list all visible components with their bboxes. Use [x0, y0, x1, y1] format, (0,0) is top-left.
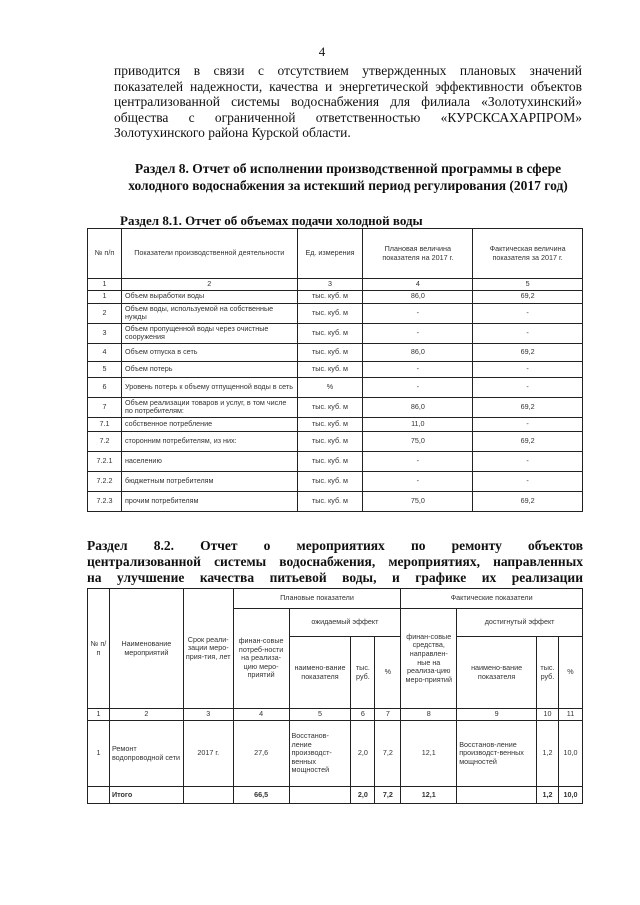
row-number: 1: [88, 290, 122, 303]
plan-effect-pct: 7,2: [375, 721, 401, 787]
unit: тыс. куб. м: [297, 361, 363, 377]
indicator-name: населению: [121, 451, 297, 471]
indicator-name: Объем реализации товаров и услуг, в том числе по потребителям:: [121, 397, 297, 417]
column-number: 4: [363, 279, 473, 291]
fact-value: 69,2: [473, 397, 583, 417]
column-number-row: [88, 279, 583, 291]
unit: тыс. куб. м: [297, 491, 363, 511]
plan-value: -: [363, 361, 473, 377]
table-header-row: [88, 229, 583, 279]
intro-line: централизованной системы водоснабжения для филиала «Золотухинский»: [114, 94, 582, 109]
column-number: 3: [297, 279, 363, 291]
header-cell: Плановая величина показателя на 2017 г.: [363, 229, 473, 279]
measure-term: 2017 г.: [183, 721, 233, 787]
header-cell: тыс. руб.: [536, 637, 558, 709]
section-8-1-heading: Раздел 8.1. Отчет об объемах подачи холодной воды: [120, 213, 423, 228]
indicator-name: собственное потребление: [121, 417, 297, 431]
row-number: 7.2.3: [88, 491, 122, 511]
plan-value: -: [363, 323, 473, 343]
plan-effect-rub: 2,0: [351, 721, 375, 787]
fact-indicator-name: Восстанов-ление производст-венных мощностей: [457, 721, 537, 787]
column-number: 6: [351, 709, 375, 721]
table-row: [88, 397, 583, 417]
column-number: 9: [457, 709, 537, 721]
header-cell: финан-совые средства, направлен-ные на реализа-цию меро-приятий: [401, 609, 457, 709]
unit: тыс. куб. м: [297, 323, 363, 343]
header-cell: %: [375, 637, 401, 709]
header-cell: тыс. руб.: [351, 637, 375, 709]
fact-value: -: [473, 451, 583, 471]
indicator-name: Объем потерь: [121, 361, 297, 377]
table-row: [88, 343, 583, 361]
column-number: 4: [233, 709, 289, 721]
unit: тыс. куб. м: [297, 290, 363, 303]
fact-value: 69,2: [473, 343, 583, 361]
water-supply-volumes-table: [87, 228, 583, 512]
column-number: 3: [183, 709, 233, 721]
page-number: 4: [318, 44, 326, 59]
fact-value: -: [473, 471, 583, 491]
indicator-name: Объем отпуска в сеть: [121, 343, 297, 361]
row-number: 7.2.1: [88, 451, 122, 471]
column-number: 1: [88, 709, 110, 721]
plan-value: 86,0: [363, 397, 473, 417]
intro-line: общества с ограниченной ответственностью «КУРСКСАХАРПРОМ»: [114, 109, 582, 125]
fact-value: -: [473, 361, 583, 377]
heading-line: Раздел 8.2. Отчет о мероприятиях по ремонту объектов: [87, 538, 583, 553]
table-row: [88, 417, 583, 431]
table-row: [88, 721, 583, 787]
row-number: 4: [88, 343, 122, 361]
indicator-name: бюджетным потребителям: [121, 471, 297, 491]
row-number: 2: [88, 303, 122, 323]
plan-value: -: [363, 471, 473, 491]
total-label: Итого: [109, 787, 183, 804]
section-8-heading: Раздел 8. Отчет об исполнении производственной программы в сфере холодного водоснабжения за истекший период регулирования (2017 год): [128, 161, 568, 193]
intro-line: Золотухинского района Курской области.: [114, 125, 351, 140]
total-fact-rub: 1,2: [536, 787, 558, 804]
indicator-name: прочим потребителям: [121, 491, 297, 511]
fact-value: -: [473, 417, 583, 431]
column-number: 5: [473, 279, 583, 291]
total-fact-financing: 12,1: [401, 787, 457, 804]
fact-effect-rub: 1,2: [536, 721, 558, 787]
row-number: 7: [88, 397, 122, 417]
table-row: [88, 491, 583, 511]
header-cell: Фактическая величина показателя за 2017 г.: [473, 229, 583, 279]
column-number: 1: [88, 279, 122, 291]
row-number: 5: [88, 361, 122, 377]
table-row: [88, 431, 583, 451]
heading-line: на улучшение качества питьевой воды, и графике их реализации: [87, 570, 583, 585]
header-cell: № п/п: [88, 589, 110, 709]
intro-line: показателей надежности, качества и энергетической эффективности объектов: [114, 78, 582, 94]
total-row: [88, 787, 583, 804]
table-row: [88, 471, 583, 491]
repair-measures-table: [87, 588, 583, 804]
row-number: 1: [88, 721, 110, 787]
unit: тыс. куб. м: [297, 303, 363, 323]
header-cell: финан-совые потреб-ности на реализа-цию меро-приятий: [233, 609, 289, 709]
indicator-name: Объем выработки воды: [121, 290, 297, 303]
header-cell: ожидаемый эффект: [289, 609, 401, 637]
empty-cell: [289, 787, 351, 804]
plan-value: -: [363, 451, 473, 471]
intro-paragraph: [114, 63, 582, 141]
header-cell: наимено-вание показателя: [457, 637, 537, 709]
empty-cell: [457, 787, 537, 804]
total-plan-financing: 66,5: [233, 787, 289, 804]
plan-indicator-name: Восстанов-ление производст-венных мощностей: [289, 721, 351, 787]
header-cell: наимено-вание показателя: [289, 637, 351, 709]
column-number: 10: [536, 709, 558, 721]
intro-line: приводится в связи с отсутствием утвержденных плановых значений: [114, 63, 582, 78]
unit: тыс. куб. м: [297, 417, 363, 431]
indicator-name: Объем воды, используемой на собственные нужды: [121, 303, 297, 323]
plan-financing: 27,6: [233, 721, 289, 787]
fact-value: -: [473, 303, 583, 323]
table-row: [88, 323, 583, 343]
measure-name: Ремонт водопроводной сети: [109, 721, 183, 787]
unit: тыс. куб. м: [297, 431, 363, 451]
row-number: 7.2.2: [88, 471, 122, 491]
total-fact-pct: 10,0: [558, 787, 582, 804]
indicator-name: Уровень потерь к объему отпущенной воды в сеть: [121, 377, 297, 397]
fact-value: -: [473, 323, 583, 343]
column-number: 11: [558, 709, 582, 721]
header-cell: Плановые показатели: [233, 589, 401, 609]
row-number: 6: [88, 377, 122, 397]
fact-effect-pct: 10,0: [558, 721, 582, 787]
fact-value: 69,2: [473, 431, 583, 451]
fact-value: 69,2: [473, 290, 583, 303]
header-cell: Наименование мероприятий: [109, 589, 183, 709]
unit: тыс. куб. м: [297, 397, 363, 417]
row-number: 7.2: [88, 431, 122, 451]
plan-value: 75,0: [363, 491, 473, 511]
empty-cell: [183, 787, 233, 804]
unit: тыс. куб. м: [297, 451, 363, 471]
total-plan-rub: 2,0: [351, 787, 375, 804]
column-number: 5: [289, 709, 351, 721]
header-cell: достигнутый эффект: [457, 609, 583, 637]
column-number: 7: [375, 709, 401, 721]
row-number: 7.1: [88, 417, 122, 431]
table-row: [88, 303, 583, 323]
column-number: 2: [121, 279, 297, 291]
fact-value: -: [473, 377, 583, 397]
header-cell: Показатели производственной деятельности: [121, 229, 297, 279]
header-cell: Ед. измерения: [297, 229, 363, 279]
fact-value: 69,2: [473, 491, 583, 511]
table-row: [88, 377, 583, 397]
header-cell: Срок реали-зации меро-прия-тия, лет: [183, 589, 233, 709]
column-number-row: [88, 709, 583, 721]
header-cell: Фактические показатели: [401, 589, 583, 609]
row-number: 3: [88, 323, 122, 343]
plan-value: -: [363, 303, 473, 323]
header-cell: № п/п: [88, 229, 122, 279]
section-8-2-heading: [87, 538, 583, 586]
heading-line: централизованной системы водоснабжения, мероприятиях, направленных: [87, 554, 583, 569]
unit: тыс. куб. м: [297, 343, 363, 361]
table-row: [88, 451, 583, 471]
plan-value: 86,0: [363, 343, 473, 361]
column-number: 2: [109, 709, 183, 721]
plan-value: 86,0: [363, 290, 473, 303]
plan-value: 75,0: [363, 431, 473, 451]
indicator-name: сторонним потребителям, из них:: [121, 431, 297, 451]
total-plan-pct: 7,2: [375, 787, 401, 804]
plan-value: 11,0: [363, 417, 473, 431]
unit: тыс. куб. м: [297, 471, 363, 491]
plan-value: -: [363, 377, 473, 397]
table-row: [88, 361, 583, 377]
indicator-name: Объем пропущенной воды через очистные сооружения: [121, 323, 297, 343]
empty-cell: [88, 787, 110, 804]
unit: %: [297, 377, 363, 397]
header-cell: %: [558, 637, 582, 709]
table-header-row: [88, 589, 583, 609]
table-row: [88, 290, 583, 303]
column-number: 8: [401, 709, 457, 721]
fact-financing: 12,1: [401, 721, 457, 787]
